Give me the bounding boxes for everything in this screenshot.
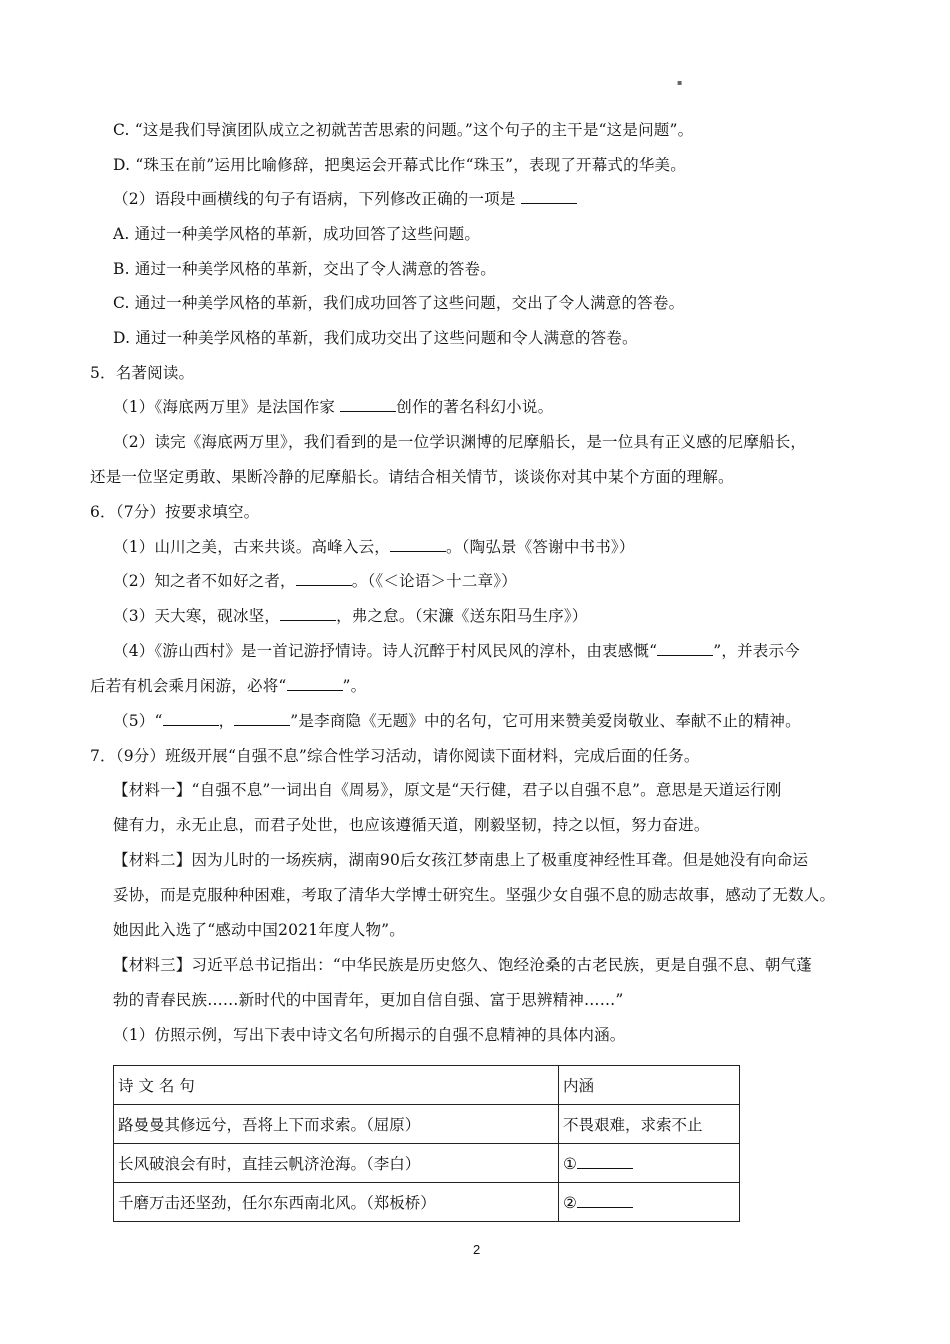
material-1-line1: 【材料一】“自强不息”一词出自《周易》，原文是“天行健，君子以自强不息”。意思是天道运行刚 (113, 781, 782, 799)
table-header-meaning: 内涵 (559, 1066, 740, 1105)
answer-blank[interactable] (521, 189, 577, 204)
answer-blank[interactable] (163, 711, 219, 726)
table-header-row (114, 1066, 740, 1105)
q6-sub2-text-a: （2）知之者不如好之者， (113, 572, 296, 590)
q6-sub4-text-d: ”。 (342, 677, 367, 695)
q6-sub2-text-b: 。（《＜论语＞十二章》） (351, 572, 517, 590)
answer-blank[interactable] (657, 641, 713, 656)
answer-blank[interactable] (296, 571, 352, 586)
material-3-line1: 【材料三】习近平总书记指出：“中华民族是历史悠久、饱经沧桑的古老民族，更是自强不息、朝气蓬 (113, 956, 812, 974)
meaning-cell: 不畏艰难，求索不止 (559, 1105, 740, 1144)
q4-sub2 (113, 189, 577, 209)
q6-sub5-text-a: （5）“ (113, 712, 163, 730)
meaning-cell (559, 1144, 740, 1183)
q6-sub4-line2 (90, 676, 366, 696)
q4-sub2-text: （2）语段中画横线的句子有语病，下列修改正确的一项是 (113, 190, 516, 208)
material-3-line2: 勃的青春民族……新时代的中国青年，更加自信自强、富于思辨精神……” (113, 991, 624, 1009)
answer-blank[interactable] (577, 1193, 633, 1208)
answer-blank[interactable] (340, 397, 396, 412)
meaning-marker: ① (563, 1154, 577, 1173)
material-2-line1: 【材料二】因为儿时的一场疾病，湖南90后女孩江梦南患上了极重度神经性耳聋。但是她没有向命运 (113, 851, 809, 869)
material-2-line2: 妥协，而是克服种种困难，考取了清华大学博士研究生。坚强少女自强不息的励志故事，感动了无数人。 (113, 886, 836, 904)
answer-blank[interactable] (577, 1154, 633, 1169)
table-row (114, 1105, 740, 1144)
q4-sub2-option-a: A. 通过一种美学风格的革新，成功回答了这些问题。 (113, 225, 481, 243)
q7-heading: 7．（9分）班级开展“自强不息”综合性学习活动，请你阅读下面材料，完成后面的任务。 (90, 747, 700, 765)
q6-sub5-text-b: ， (218, 712, 235, 730)
q6-sub3-text-a: （3）天大寒，砚冰坚， (113, 607, 281, 625)
q6-sub1-text-a: （1）山川之美，古来共谈。高峰入云， (113, 538, 390, 556)
q6-sub3-text-b: ，弗之怠。（宋濂《送东阳马生序》） (336, 607, 588, 625)
q6-sub1 (113, 537, 635, 557)
poem-cell: 千磨万击还坚劲，任尔东西南北风。（郑板桥） (114, 1183, 559, 1222)
q6-sub3 (113, 606, 587, 626)
answer-blank[interactable] (280, 606, 336, 621)
page-number: 2 (473, 1242, 481, 1257)
meaning-marker: ② (563, 1193, 577, 1212)
q4-sub2-option-c: C. 通过一种美学风格的革新，我们成功回答了这些问题，交出了令人满意的答卷。 (113, 294, 685, 312)
q6-heading: 6．（7分）按要求填空。 (90, 503, 260, 521)
q4-option-c: C. “这是我们导演团队成立之初就苦苦思索的问题。”这个句子的主干是“这是问题”。 (113, 121, 694, 139)
q5-sub2-line1: （2）读完《海底两万里》，我们看到的是一位学识渊博的尼摩船长，是一位具有正义感的尼摩船长， (113, 433, 807, 451)
q6-sub1-text-b: 。（陶弘景《答谢中书书》） (445, 538, 635, 556)
answer-blank[interactable] (390, 537, 446, 552)
q6-sub4-text-a: （4）《游山西村》是一首记游抒情诗。诗人沉醉于村风民风的淳朴，由衷感慨“ (113, 642, 658, 660)
table-row (114, 1183, 740, 1222)
q5-heading: 5．名著阅读。 (90, 364, 195, 382)
material-1-line2: 健有力，永无止息，而君子处世，也应该遵循天道，刚毅坚韧，持之以恒，努力奋进。 (113, 816, 710, 834)
q4-option-d: D. “珠玉在前”运用比喻修辞，把奥运会开幕式比作“珠玉”，表现了开幕式的华美。 (113, 156, 686, 174)
q4-sub2-option-b: B. 通过一种美学风格的革新，交出了令人满意的答卷。 (113, 260, 496, 278)
q6-sub4-text-c: 后若有机会乘月闲游，必将“ (90, 677, 287, 695)
q6-sub5-text-c: ”是李商隐《无题》中的名句，它可用来赞美爱岗敬业、奉献不止的精神。 (290, 712, 801, 730)
meaning-cell (559, 1183, 740, 1222)
poem-cell: 长风破浪会有时，直挂云帆济沧海。（李白） (114, 1144, 559, 1183)
q4-sub2-option-d: D. 通过一种美学风格的革新，我们成功交出了这些问题和令人满意的答卷。 (113, 329, 638, 347)
answer-blank[interactable] (287, 676, 343, 691)
table-header-poem: 诗 文 名 句 (114, 1066, 559, 1105)
poem-cell: 路曼曼其修远兮，吾将上下而求索。（屈原） (114, 1105, 559, 1144)
q5-sub1-text-a: （1）《海底两万里》是法国作家 (113, 398, 336, 416)
q6-sub2 (113, 571, 517, 591)
q6-sub4-text-b: ”，并表示今 (713, 642, 800, 660)
q7-sub1: （1）仿照示例，写出下表中诗文名句所揭示的自强不息精神的具体内涵。 (113, 1026, 626, 1044)
q6-sub5 (113, 711, 801, 731)
q5-sub1 (113, 397, 553, 417)
material-2-line3: 她因此入选了“感动中国2021年度人物”。 (113, 921, 405, 939)
table-row (114, 1144, 740, 1183)
scan-dot: ▪ (677, 78, 683, 87)
answer-blank[interactable] (234, 711, 290, 726)
q6-sub4-line1 (113, 641, 800, 661)
poem-meaning-table (113, 1065, 740, 1222)
q5-sub1-text-b: 创作的著名科幻小说。 (396, 398, 554, 416)
q5-sub2-line2: 还是一位坚定勇敢、果断冷静的尼摩船长。请结合相关情节，谈谈你对其中某个方面的理解。 (90, 468, 734, 486)
